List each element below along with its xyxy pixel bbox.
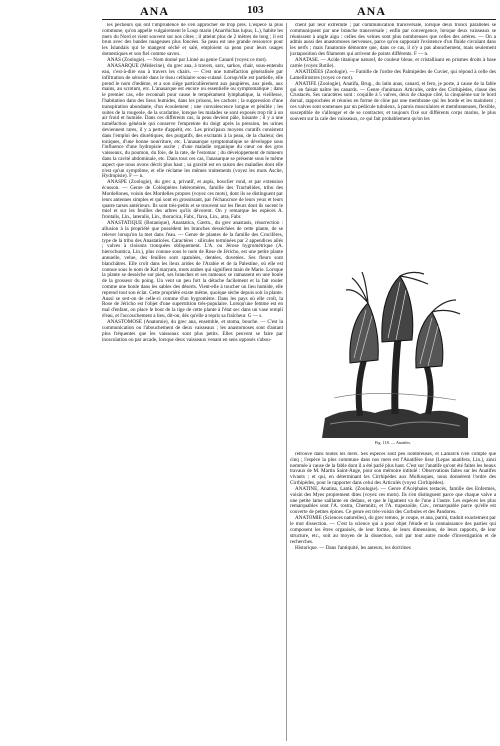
header-rule bbox=[102, 19, 496, 20]
entry-paragraph: ANATIDÉES (Zoologie). — Famille de l'ordre des Palmipèdes de Cuvier, qui répond à celle des Lamellirostres (voyez ce mot). bbox=[290, 68, 496, 81]
running-head-right: ANA bbox=[357, 4, 386, 18]
entry-paragraph: retrouve dans toutes les mers. Ses espèces sont peu nombreuses, et Lamarck n'en compte que cinq ; l'espèce la plus commune dans nos mers est l'Anatifère lisse (Lepas anatifera, Lin.), ainsi nommée à cause de la fable dont il a été parlé plus haut. C'est sur l'anatife qu'ont été faites les beaux travaux de M. Martin Saint-Ange, pour son mémoire intitulé : Observations faites sur les Anatifes vivants ; et qui, en déterminant les Cirrhipèdes aux Mollusques, nous donnèrent l'ordre des Cirrhipèdes, pour le rapporter dans celui des Articulés (voyez Cirrhipèdes). bbox=[290, 452, 496, 486]
right-column-top bbox=[290, 23, 496, 267]
anatifes-engraving bbox=[320, 268, 470, 438]
page-number: 103 bbox=[247, 4, 264, 16]
entry-paragraph: ANATASE. — Acide titanique naturel, de couleur bleue, et cristallisant en prismes droits à base carrée (voyez Rutile). bbox=[290, 57, 496, 69]
column-separator bbox=[286, 23, 287, 741]
figure-caption: Fig. 118. — Anatifes. bbox=[374, 440, 412, 445]
entry-paragraph: ANATOMIE (Sciences naturelles), du grec temno, je coupe, et ana, parmi, traduit exactement par le mot dissection. — C'est la science qui a pour objet l'étude et la connaissance des parties qui composent les êtres organisés, de leur forme, de leurs dimensions, de leurs rapports, de leur structure, etc., soit au moyen de la dissection, soit par tout autre mode d'investigation et de recherches. bbox=[290, 515, 496, 545]
entry-paragraph: ANATIFE (Zoologie), Anatifa, Brug., du latin anas, canard, et fero, je porte, à cause de la fable qui en faisait naître les canards. — Genre d'animaux Articulés, ordre des Cirrhipèdes, classe des Crustacés. Ses caractères sont : coquille à 5 valves, deux de chaque côté, la cinquième sur le bord dorsal, rapprochées et réunies en forme de cône par une membrane qui les borde et les maintient ; ces valves sont soutenues par un pédicule tubuleux, à parois musculaires et membraneuses, flexible, susceptible de s'allonger et de se contracter, et toujours fixé sur différents corps marins, le plus souvent sur la cale des vaisseaux, ce qui fait probablement qu'on les bbox=[290, 80, 496, 122]
entry-paragraph: ANASARQUE (Médecine), du grec ana, à travers, sarx, sarkos, chair, sous-entendu eau, c'est-à-dire eau à travers les chairs. — C'est une tuméfaction généralisée par infiltration de sérosité dans le tissu cellulaire sous-cutané. Lorsqu'elle est partielle, elle prend le nom d'œdème, et a son siége particulièrement aux paupières, aux pieds, aux mains, au scrotum, etc. L'anasarque est encore ou essentielle ou symptomatique ; dans le premier cas, elle reconnaît pour cause le tempérament lymphatique, la vieillesse, l'habitation dans des lieux humides, dans les prisons, les cachots ; la suppression d'une transpiration abondante, d'un écoulement ; une convalescence longue et pénible ; les suites de la rougeole, de la scarlatine, lorsque les malades se sont exposés trop tôt à un air froid et humide. Dans ces différents cas, la peau devient pâle, luisante ; il y a une tuméfaction générale qui conserve l'empreinte du doigt après la pression, les urines deviennent rares, il y a perte d'appétit, etc. Les principaux moyens curatifs consistent dans l'emploi des diurétiques, des purgatifs, des excitants à la peau, de la chaleur, des toniques, d'une bonne nourriture, etc. L'anasarque symptomatique se développe sous l'influence d'une hydropisie ascite ; d'une maladie organique du cœur ou des gros vaisseaux, du poumon, du foie, de la rate, de l'estomac ; du développement de tumeurs dans la cavité abdominale, etc. Dans tous ces cas, l'anasarque se présente sous le même aspect que nous avons décrit plus haut ; sa gravité est en raison des maladies dont elle n'est qu'un symptôme, et elle réclame les mêmes traitements (voyez les mots Ascite, Hydropisie). F — n. bbox=[102, 63, 283, 180]
entry-paragraph: Historique. — Dans l'antiquité, les auteurs, les doctrines bbox=[295, 544, 411, 551]
entry-paragraph: ANATINE, Anatina, Lamk. (Zoologie). — Genre d'Acéphales testacés, famille des Enfermés, voisin des Myes proprement dites (voyez ces mots). Ils s'en distinguent parce que chaque valve a une petite lame saillante en dedans, et que le ligament va de l'une à l'autre. Les espèces les plus remarquables sont l'A. rostra, Chemnitz, et l'A. trapezoïde, Cuv., remarquable parce qu'elle est couverte de petites épines. Ce genre est très-voisin des Corbules et des Pandores. bbox=[290, 486, 496, 516]
left-column bbox=[102, 23, 283, 741]
entry-paragraph: ANAS (Zoologie). — Nom donné par Linné au genre Canard (voyez ce mot). bbox=[107, 57, 267, 64]
entry-paragraph: ANASTOMOSE (Anatomie), du grec ana, ensemble, et stoma, bouche. — C'est la communication ou l'abouchement de deux vaisseaux ; les anastomoses sont d'autant plus fréquentes que les vaisseaux sont plus petits. Elles peuvent se faire par inosculation ou par arcade, lorsque deux vaisseaux venant en sens opposés s'abou- bbox=[102, 319, 283, 343]
running-head-left: ANA bbox=[140, 4, 169, 18]
entry-paragraph: les pêcheurs qui ont l'imprudence de s'en approcher de trop près. L'espèce la plus commune, qu'on appelle vulgairement le Loup marin (Anarrhichas lupus, L.), habite les mers du Nord et vient souvent sur nos côtes ; il atteint plus de 2 mètres de long ; il est brun avec des bandes nuageuses plus foncées. Sa peau est une grande ressource pour les Islandais qui le mangent séché et salé, emploient sa peau pour leurs usages domestiques et son fiel comme savon. bbox=[102, 23, 283, 57]
right-column-bottom bbox=[290, 452, 496, 741]
entry-paragraph: chent par leur extrémité ; par communication transversale, lorsque deux troncs parallèles se communiquent par une branche transversale ; enfin par convergence, lorsque deux vaisseaux se réunissent à angle aigu : celles des veines sont plus nombreuses que celles des artères. — On a admis aussi des anastomoses nerveuses, parce qu'on supposait l'existence d'un fluide circulant dans les nerfs ; mais l'anatomie démontre que, dans ce cas, il n'y a pas abouchement, mais seulement juxtaposition des filaments qui arrivent de points différents. F — n. bbox=[290, 23, 496, 57]
entry-paragraph: ANASTATIQUE (Botanique), Anastatica, Gærtn., du grec anastasis, résurrection : allusion à la propriété que possèdent les branches desséchées de cette plante, de se relever lorsqu'on la met dans l'eau. — Genre de plantes de la famille des Crucifères, type de la tribu des Anastaticées. Caractères : silicules terminées par 2 appendices ailés ; valves à cloisons tronquées obliquement. L'A. ou Jérose hygrométrique (A. hierochuntica, Lin.), plus connue sous le nom de Rose de Jéricho, est une petite plante annuelle, velue, des feuilles sont spatulées, dentées, duvetées. Ses fleurs sont blanchâtres. Elle croît dans les lieux arides de l'Arabie et de la Palestine, où elle est connue sous le nom de Kaf maryam, mots arabes qui signifient main de Marie. Lorsque la plante se dessèche sur pied, ses branches et ses rameaux se ramassent en une boule de la grosseur du poing. Un vent un peu fort la détache facilement et la fait rouler comme une boule dans les sables des déserts. Vient-elle à toucher un lieu humide, elle reprend tout son éclat. Cette propriété existe même, quoique sèche depuis soit la plante. Aussi se sert-on de celle-ci comme d'un hygromètre. Dans les pays où elle croît, la Rose de Jéricho est l'objet d'une superstition très-populaire. Lorsqu'une femme est en mal d'enfant, on place le bout de la tige de cette plante à l'état sec dans un vase rempli d'eau, et l'accouchement a lieu, dit-on, dès qu'elle a repris sa fraîcheur. G — s. bbox=[102, 220, 283, 320]
page-header bbox=[0, 4, 500, 20]
entry-paragraph: ANASPE (Zoologie), du grec a, privatif, et aspis, bouclier rond, et par extension écusson. — Genre de Coléoptères hétéromères, famille des Trachélides, tribu des Mordellones, voisin des Mordelles propres (voyez ces mots), dont ils se distinguent par leurs antennes simples et qui sont en grossissant, par l'échancrure de leurs yeux et leurs quatre tarses antérieurs. Ils sont très-petits et se trouvent sur les fleurs dont ils sucent le miel et sur les feuilles des arbres qu'ils dévorent. On y remarque les espèces A. frontalis, Lin., lateralis, Lin., thoracica, Fabr., flava, Lin., atra, Fabr. bbox=[102, 179, 283, 221]
